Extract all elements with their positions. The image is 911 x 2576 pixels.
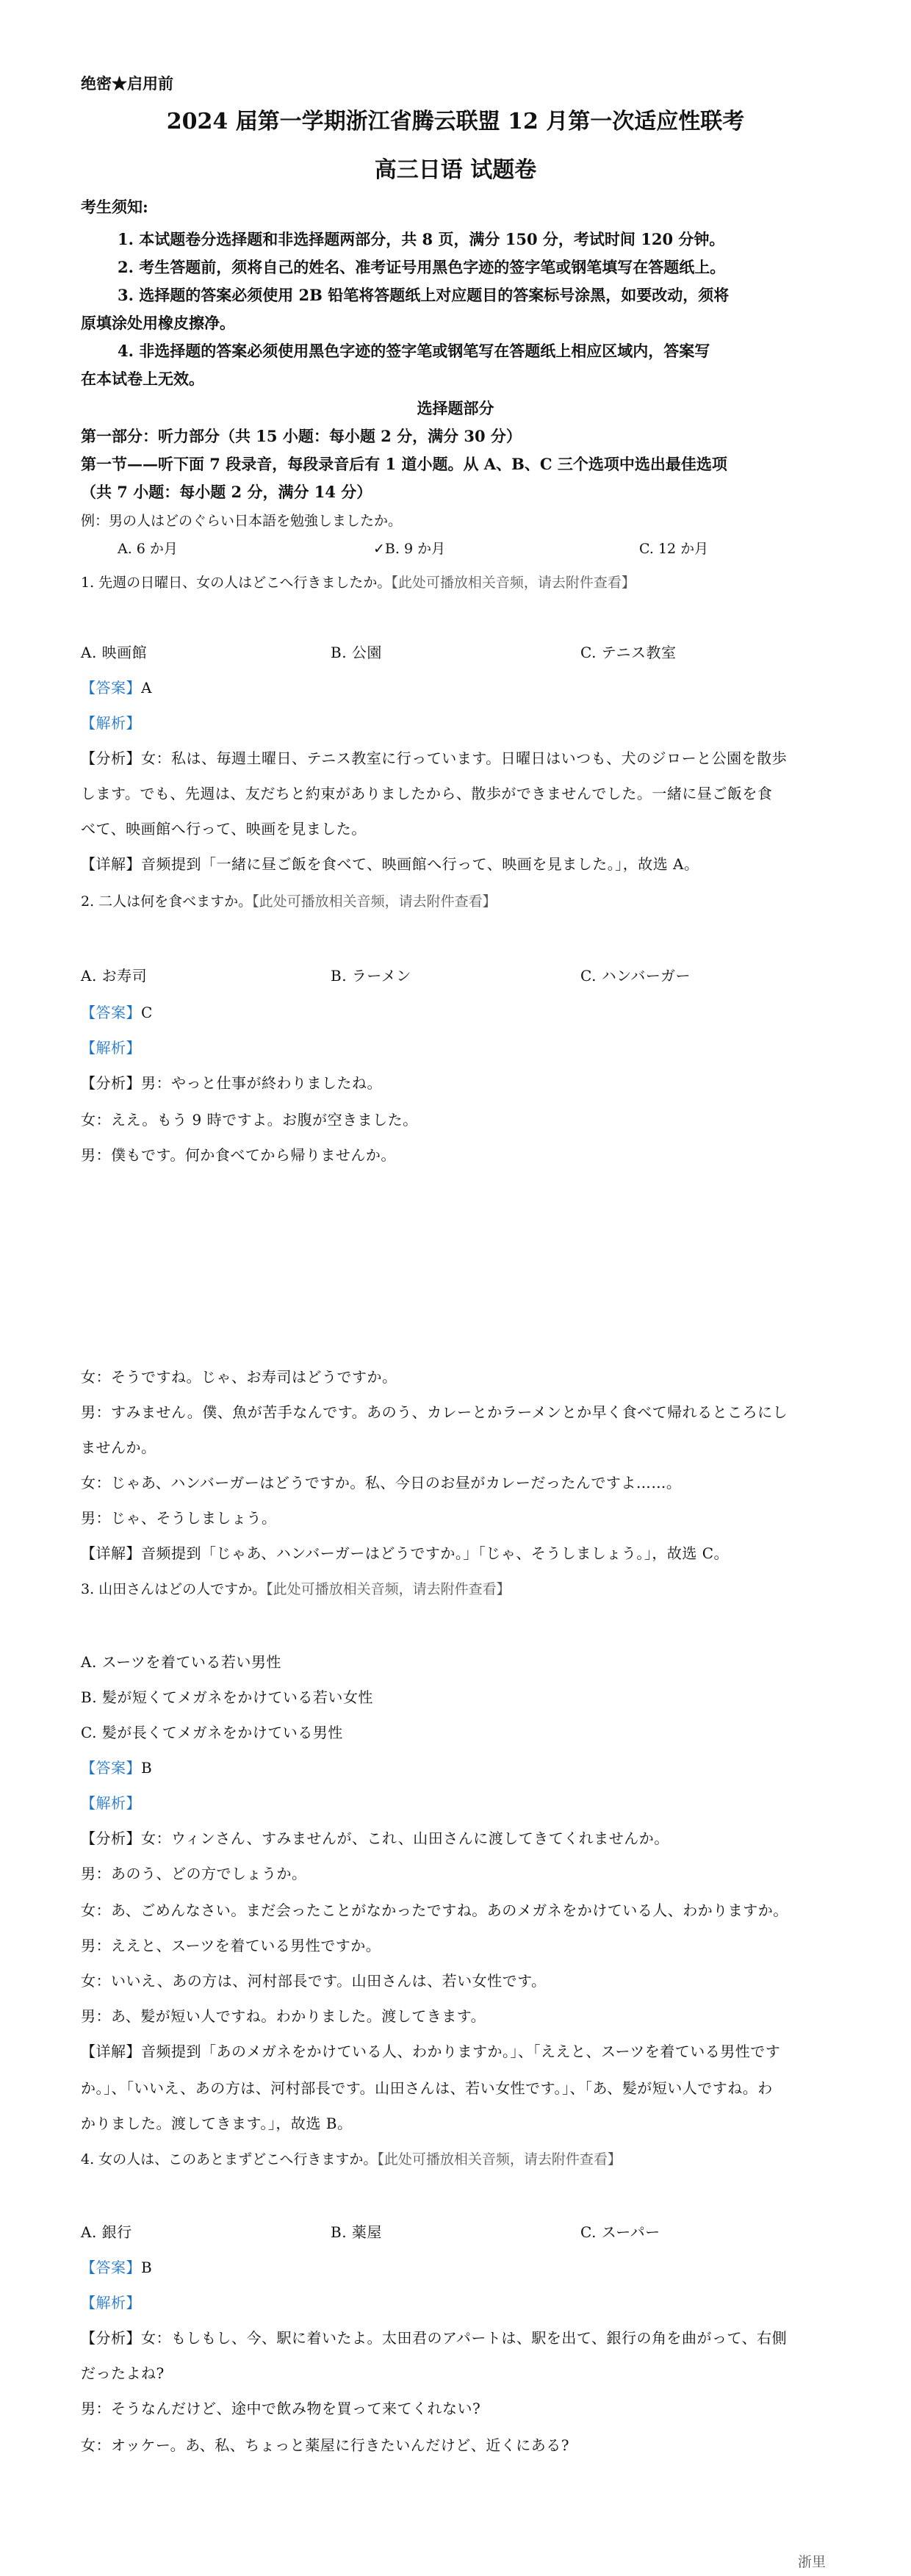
analysis-line: 【分析】女：もしもし、今、駅に着いたよ。太田君のアパートは、駅を出て、銀行の角を曲がって、右側 — [81, 2329, 788, 2347]
detail-line: かりました。渡してきます。」，故选 B。 — [81, 2115, 353, 2132]
analysis-line: 女：いいえ、あの方は、河村部長です。山田さんは、若い女性です。 — [81, 1972, 547, 1990]
notice-item: 原填涂处用橡皮擦净。 — [81, 314, 235, 332]
question-3 — [81, 1578, 511, 1598]
option-c: C. スーパー — [580, 2223, 660, 2241]
analysis-line: します。でも、先週は、友だちと約束がありましたから、散歩ができませんでした。一緒に昼ご飯を食 — [81, 785, 773, 802]
answer-line — [81, 2256, 152, 2277]
analysis-line: だったよね? — [81, 2364, 165, 2382]
notice-heading: 考生须知: — [81, 198, 148, 216]
analysis-line: 男：あ、髪が短い人ですね。わかりました。渡してきます。 — [81, 2007, 486, 2025]
question-text: 1. 先週の日曜日、女の人はどこへ行きましたか。 — [81, 575, 392, 591]
answer-line — [81, 1756, 152, 1777]
answer-value: B — [141, 1759, 153, 1777]
notice-item: 4. 非选择题的答案必须使用黑色字迹的签字笔或钢笔写在答题纸上相应区域内，答案写 — [118, 342, 710, 360]
analysis-line: 女：じゃあ、ハンバーガーはどうですか。私、今日のお昼がカレーだったんですよ……。 — [81, 1474, 682, 1492]
section1-heading: 第一节——听下面 7 段录音，每段录音后有 1 道小题。从 A、B、C 三个选项中选出最佳选项 — [81, 455, 727, 473]
option-a: A. 映画館 — [81, 644, 148, 661]
answer-value: A — [141, 679, 152, 697]
question-4 — [81, 2148, 622, 2168]
detail-line: 【详解】音频提到「あのメガネをかけている人、わかりますか。」、「ええと、スーツを着ている男性です — [81, 2043, 781, 2060]
analysis-line: 女：あ、ごめんなさい。まだ会ったことがなかったですね。あのメガネをかけている人、わかりますか。 — [81, 1902, 788, 1919]
answer-line — [81, 676, 152, 697]
answer-label: 【答案】 — [81, 679, 141, 697]
analysis-line: 【分析】女：ウィンさん、すみませんが、これ、山田さんに渡してきてくれませんか。 — [81, 1830, 669, 1847]
detail-line: 【详解】音频提到「一緒に昼ご飯を食べて、映画館へ行って、映画を見ました。」，故选 A。 — [81, 855, 699, 873]
example-option-b: ✓B. 9 か月 — [373, 541, 446, 557]
notice-item: 在本试卷上无效。 — [81, 370, 204, 388]
answer-label: 【答案】 — [81, 1004, 141, 1021]
analysis-line: 女：ええ。もう 9 時ですよ。お腹が空きました。 — [81, 1111, 418, 1129]
answer-line — [81, 1001, 153, 1022]
analysis-line: 男：あのう、どの方でしょうか。 — [81, 1865, 307, 1882]
analysis-line: 男：そうなんだけど、途中で飲み物を買って来てくれない? — [81, 2400, 481, 2417]
analysis-label: 【解析】 — [81, 2294, 141, 2311]
question-text: 4. 女の人は、このあとまずどこへ行きますか。 — [81, 2151, 378, 2167]
notice-item: 1. 本试题卷分选择题和非选择题两部分，共 8 页，满分 150 分，考试时间 120 分钟。 — [118, 230, 725, 248]
option-a: A. 銀行 — [81, 2223, 132, 2241]
analysis-label: 【解析】 — [81, 714, 141, 732]
example-option-c: C. 12 か月 — [639, 541, 709, 557]
notice-item: 2. 考生答题前，须将自己的姓名、准考证号用黑色字迹的签字笔或钢笔填写在答题纸上。 — [118, 258, 726, 276]
analysis-line: べて、映画館へ行って、映画を見ました。 — [81, 820, 367, 838]
option-b: B. 薬屋 — [331, 2223, 382, 2241]
detail-line: か。」、「いいえ、あの方は、河村部長です。山田さんは、若い女性です。」、「あ、髪が短い人ですね。わ — [81, 2079, 773, 2097]
example-question: 例：男の人はどのぐらい日本語を勉強しましたか。 — [81, 513, 403, 529]
analysis-label: 【解析】 — [81, 1794, 141, 1812]
analysis-line: 男：すみません。僕、魚が苦手なんです。あのう、カレーとかラーメンとか早く食べて帰れるところにし — [81, 1403, 788, 1421]
question-2 — [81, 891, 497, 910]
audio-link[interactable]: 【此处可播放相关音频，请去附件查看】 — [377, 2151, 622, 2167]
exam-title: 2024 届第一学期浙江省腾云联盟 12 月第一次适应性联考 — [166, 109, 745, 134]
exam-subtitle: 高三日语 试题卷 — [374, 157, 537, 183]
analysis-label: 【解析】 — [81, 1039, 141, 1057]
option-b: B. 公園 — [331, 644, 382, 661]
answer-label: 【答案】 — [81, 1759, 141, 1777]
question-text: 2. 二人は何を食べますか。 — [81, 893, 253, 910]
answer-label: 【答案】 — [81, 2259, 141, 2276]
option-c: C. テニス教室 — [580, 644, 677, 661]
analysis-line: 男：ええと、スーツを着ている男性ですか。 — [81, 1937, 381, 1954]
analysis-line: 女：オッケー。あ、私、ちょっと薬屋に行きたいんだけど、近くにある? — [81, 2436, 570, 2454]
option-c: C. 髪が長くてメガネをかけている男性 — [81, 1724, 343, 1741]
audio-link[interactable]: 【此处可播放相关音频，请去附件查看】 — [266, 1581, 511, 1597]
analysis-line: 【分析】女：私は、毎週土曜日、テニス教室に行っています。日曜日はいつも、犬のジローと公園を散歩 — [81, 749, 788, 767]
audio-link[interactable]: 【此处可播放相关音频，请去附件查看】 — [391, 575, 635, 591]
option-b: B. ラーメン — [331, 967, 411, 985]
detail-line: 【详解】音频提到「じゃあ、ハンバーガーはどうですか。」「じゃ、そうしましょう。」，故选 C。 — [81, 1544, 730, 1562]
question-1 — [81, 572, 635, 591]
example-option-a: A. 6 か月 — [118, 541, 178, 557]
analysis-line: 男：じゃ、そうしましょう。 — [81, 1509, 277, 1527]
option-a: A. スーツを着ている若い男性 — [81, 1653, 281, 1671]
secret-label: 绝密★启用前 — [81, 74, 173, 93]
audio-link[interactable]: 【此处可播放相关音频，请去附件查看】 — [252, 893, 497, 910]
part1-heading: 第一部分：听力部分（共 15 小题：每小题 2 分，满分 30 分） — [81, 427, 522, 445]
option-c: C. ハンバーガー — [580, 967, 691, 985]
question-text: 3. 山田さんはどの人ですか。 — [81, 1581, 267, 1597]
analysis-line: 【分析】男：やっと仕事が終わりましたね。 — [81, 1074, 382, 1092]
answer-value: B — [141, 2259, 153, 2276]
notice-item: 3. 选择题的答案必须使用 2B 铅笔将答题纸上对应题目的答案标号涂黑，如要改动，须将 — [118, 286, 730, 304]
option-b: B. 髪が短くてメガネをかけている若い女性 — [81, 1688, 373, 1706]
option-a: A. お寿司 — [81, 967, 148, 985]
analysis-line: 女：そうですね。じゃ、お寿司はどうですか。 — [81, 1368, 397, 1386]
analysis-line: ませんか。 — [81, 1439, 156, 1456]
footer-mark: 浙里 — [798, 2554, 827, 2570]
section1-subheading: （共 7 小题：每小题 2 分，满分 14 分） — [81, 483, 372, 501]
section-title: 选择题部分 — [417, 399, 494, 417]
analysis-line: 男：僕もです。何か食べてから帰りませんか。 — [81, 1146, 396, 1164]
answer-value: C — [141, 1004, 153, 1021]
